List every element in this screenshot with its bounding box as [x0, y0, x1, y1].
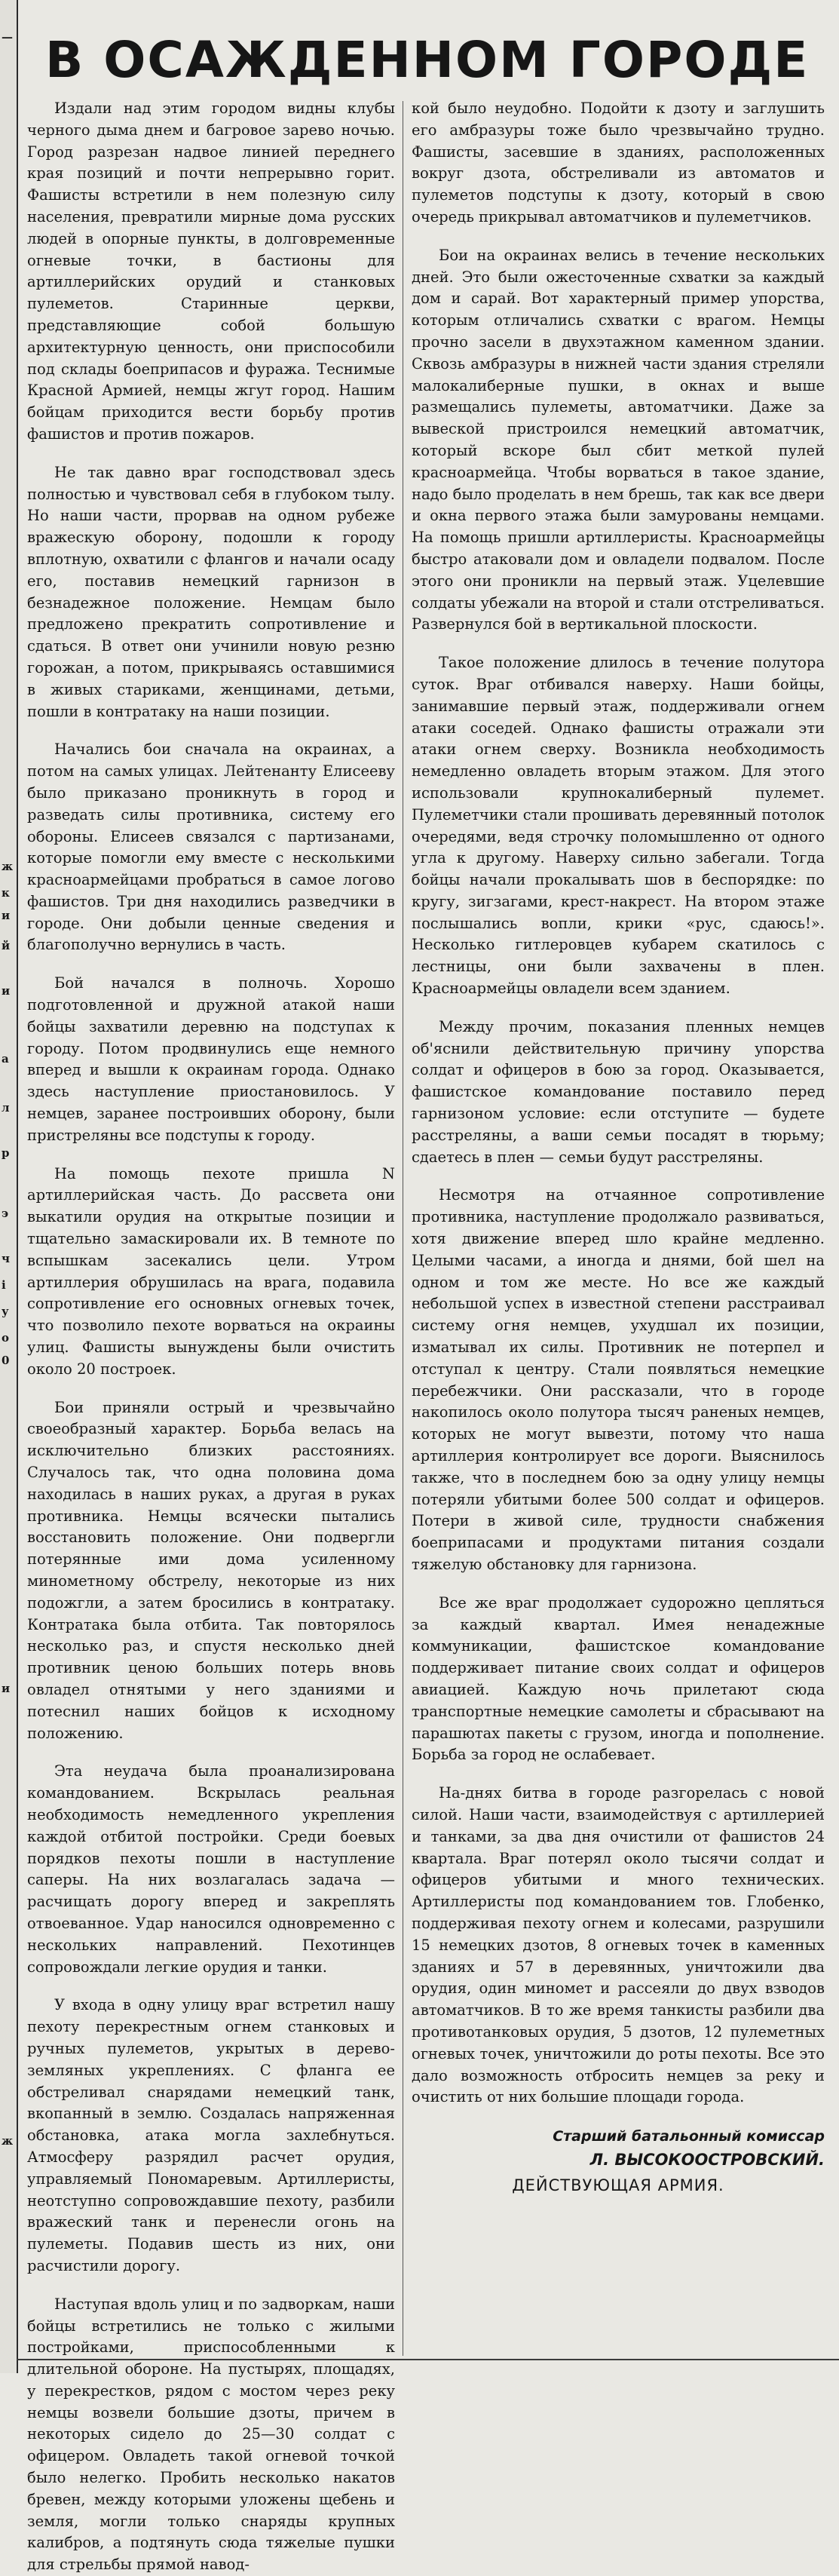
strip-fragment: і: [2, 1278, 6, 1292]
strip-fragment: и: [2, 984, 11, 998]
strip-fragment: л: [2, 1101, 10, 1115]
paragraph: Издали над этим городом видны клубы черного дыма днем и багровое зарево ночью. Город разрезан надвое линией переднего края позиций и почти непрерывно горит. Фашисты встретили в нем полезную силу населения, превратили мирные дома русских людей в опорные пункты, в долговременные огневые точки, в бастионы для артиллерийских орудий и станковых пулеметов. Старинные церкви, представляющие собой большую архитектурную ценность, они приспособили под склады боеприпасов и фуража. Теснимые Красной Армией, немцы жгут город. Нашим бойцам приходится вести борьбу против фашистов и против пожаров.: [27, 100, 395, 443]
bottom-rule: [17, 2359, 839, 2360]
left-margin-strip: [0, 0, 18, 2373]
strip-fragment: и: [2, 1682, 11, 1695]
strip-fragment: 0: [2, 1354, 10, 1367]
strip-fragment: о: [2, 1331, 10, 1345]
paragraph: Все же враг продолжает судорожно цепляться за каждый квартал. Имея ненадежные коммуникации, фашистское командование поддерживает питание своих солдат и офицеров авиацией. Каждую ночь прилетают сюда транспортные немецкие самолеты и сбрасывают на парашютах пакеты с грузом, иногда и пополнение. Борьба за город не ослабевает.: [412, 1593, 825, 1764]
strip-fragment: ж: [2, 2134, 14, 2148]
author-signature: [412, 2125, 825, 2199]
article-column-right: [412, 98, 825, 2360]
strip-fragment: ж: [2, 860, 14, 873]
article-column-left: [27, 98, 395, 2574]
paragraph: На помощь пехоте пришла N артиллерийская часть. До рассвета они выкатили орудия на открытые позиции и тщательно замаскировали их. В темноте по вспышкам засекались цели. Утром артиллерия обрушилась на врага, подавила сопротивление его основных огневых точек, что позволило пехоте ворваться на окраины улиц. Фашисты вынуждены были очистить около 20 построек.: [27, 1164, 395, 1378]
strip-fragment: у: [2, 1305, 9, 1318]
strip-fragment: —: [2, 30, 13, 44]
paragraph: Несмотря на отчаянное сопротивление противника, наступление продолжало развиваться, хотя движение вперед шло крайне медленно. Целыми часами, а иногда и днями, бой шел на одном и том же месте. Но все же каждый небольшой успех в известной степени расстраивал систему огня немцев, ухудшал их позиции, изматывал их силы. Противник не потерпел и отступал к центру. Стали появляться немецкие перебежчики. Они рассказали, что в городе накопилось около полутора тысяч раненых немцев, которых не могут вывезти, потому что наша артиллерия контролирует все дороги. Выяснилось также, что в последнем бою за одну улицу немцы потеряли убитыми более 500 солдат и офицеров. Потери в живой силе, трудности снабжения боеприпасами и продуктами питания создали тяжелую обстановку для гарнизона.: [412, 1186, 825, 1573]
author-rank: Старший батальонный комиссар: [553, 2128, 825, 2145]
paragraph: На-днях битва в городе разгорелась с новой силой. Наши части, взаимодействуя с артиллерией и танками, за два дня очистили от фашистов 24 квартала. Враг потерял около тысячи солдат и офицеров убитыми и много технических. Артиллеристы под командованием тов. Глобенко, поддерживая пехоту огнем и колесами, разрушили 15 немецких дзотов, 8 огневых точек в каменных зданиях и 57 в деревянных, уничтожили два орудия, один миномет и рассеяли до двух взводов автоматчиков. В то же время танкисты разбили два противотанковых орудия, 5 дзотов, 12 пулеметных огневых точек, уничтожили до роты пехоты. Все это дало возможность отбросить немцев за реку и очистить от них большие площади города.: [412, 1784, 825, 2106]
strip-fragment: и: [2, 909, 11, 922]
paragraph: кой было неудобно. Подойти к дзоту и заглушить его амбразуры тоже было чрезвычайно трудно. Фашисты, засевшие в зданиях, расположенных вокруг дзота, обстреливали из автоматов и пулеметов подступы к дзоту, который в свою очередь прикрывал автоматчиков и пулеметчиков.: [412, 100, 825, 225]
paragraph: Бой начался в полночь. Хорошо подготовленной и дружной атакой наши бойцы захватили деревню на подступах к городу. Потом продвинулись еще немного вперед и вышли к окраинам города. Однако здесь наступление приостановилось. У немцев, заранее построивших оборону, были пристреляны все подступы к городу.: [27, 974, 395, 1144]
paragraph: Такое положение длилось в течение полутора суток. Враг отбивался наверху. Наши бойцы, занимавшие первый этаж, поддерживали огнем атаки соседей. Однако фашисты отражали эти атаки огнем сверху. Возникла необходимость немедленно овладеть вторым этажом. Для этого использовали крупнокалиберный пулемет. Пулеметчики стали прошивать деревянный потолок очередями, ведя строчку поломышленно от одного угла к другому. Наверху сильно забегали. Тогда бойцы начали прокалывать шов в беспорядке: по кругу, зигзагами, крест-накрест. На втором этаже послышались вопли, крики «рус, сдаюсь!». Несколько гитлеровцев кубарем скатилось с лестницы, они были захвачены в плен. Красноармейцы овладели всем зданием.: [412, 654, 825, 998]
paragraph: Эта неудача была проанализирована командованием. Вскрылась реальная необходимость немедленного укрепления каждой отбитой постройки. Среди боевых порядков пехоты пошли в наступление саперы. На них возлагалась задача — расчищать дорогу вперед и закреплять отвоеванное. Удар наносился одновременно с нескольких направлений. Пехотинцев сопровождали легкие орудия и танки.: [27, 1762, 395, 1976]
strip-fragment: р: [2, 1146, 10, 1160]
paragraph: Не так давно враг господствовал здесь полностью и чувствовал себя в глубоком тылу. Но наши части, прорвав на одном рубеже вражескую оборону, подошли к городу вплотную, охватили с флангов и начали осаду его, поставив немецкий гарнизон в безнадежное положение. Немцам было предложено прекратить сопротивление и сдаться. В ответ они учинили новую резню горожан, а потом, прикрываясь оставшимися в живых стариками, женщинами, детьми, пошли в контратаку на наши позиции.: [27, 463, 395, 720]
strip-fragment: й: [2, 939, 11, 952]
strip-fragment: э: [2, 1207, 9, 1220]
dateline: ДЕЙСТВУЮЩАЯ АРМИЯ.: [512, 2176, 724, 2195]
paragraph: Наступая вдоль улиц и по задворкам, наши бойцы встретились не только с жилыми постройками, приспособленными к длительной обороне. На пустырях, площадях, у перекрестков, рядом с мостом через реку немцы возвели большие дзоты, причем в некоторых сидело до 25—30 солдат с офицером. Овладеть такой огневой точкой было нелегко. Пробить несколько накатов бревен, между которыми уложены щебень и земля, могли только снаряды крупных калибров, а подтянуть сюда тяжелые пушки для стрельбы прямой навод-: [27, 2295, 395, 2574]
article-headline: В ОСАЖДЕННОМ ГОРОДЕ: [45, 31, 810, 89]
paragraph: У входа в одну улицу враг встретил нашу пехоту перекрестным огнем станковых и ручных пулеметов, укрытых в дерево-земляных укреплениях. С фланга ее обстреливал снарядами немецкий танк, вкопанный в землю. Создалась напряженная обстановка, атака могла захлебнуться. Атмосферу разрядил расчет орудия, управляемый Пономаревым. Артиллеристы, неотступно сопровождавшие пехоту, разбили вражеский танк и перенесли огонь на пулеметы. Подавив шесть из них, они расчистили дорогу.: [27, 1996, 395, 2274]
paragraph: Начались бои сначала на окраинах, а потом на самых улицах. Лейтенанту Елисееву было приказано проникнуть в город и разведать силы противника, систему его обороны. Елисеев связался с партизанами, которые помогли ему вместе с несколькими красноармейцами пробраться в самое логово фашистов. Три дня находились разведчики в городе. Они добыли ценные сведения и благополучно вернулись в часть.: [27, 741, 395, 954]
author-name: Л. ВЫСОКООСТРОВСКИЙ.: [589, 2151, 825, 2170]
paragraph: Бои на окраинах велись в течение нескольких дней. Это были ожесточенные схватки за каждый дом и сарай. Вот характерный пример упорства, которым отличались схватки с врагом. Немцы прочно засели в двухэтажном каменном здании. Сквозь амбразуры в нижней части здания стреляли малокалиберные пушки, в окнах и выше размещались пулеметы, автоматчики. Даже за вывеской пристроился немецкий автоматчик, который вскоре был сбит меткой пулей красноармейца. Чтобы ворваться в такое здание, надо было проделать в нем брешь, так как все двери и окна первого этажа были замурованы немцами. На помощь пришли артиллеристы. Красноармейцы быстро атаковали дом и овладели подвалом. После этого они проникли на первый этаж. Уцелевшие солдаты убежали на второй и стали отстреливаться. Развернулся бой в вертикальной плоскости.: [412, 246, 825, 633]
strip-fragment: ч: [2, 1252, 10, 1265]
paragraph: Бои приняли острый и чрезвычайно своеобразный характер. Борьба велась на исключительно близких расстояниях. Случалось так, что одна половина дома находилась в наших руках, а другая в руках противника. Немцы всячески пытались восстановить положение. Они подвергли потерянные ими дома усиленному минометному обстрелу, некоторые из них подожгли, а затем бросились в контратаку. Контратака была отбита. Так повторялось несколько раз, и спустя несколько дней противник ценою больших потерь вновь овладел отнятыми у него зданиями и потеснил наших бойцов к исходному положению.: [27, 1398, 395, 1742]
paragraph: Между прочим, показания пленных немцев об'яснили действительную причину упорства солдат и офицеров в бою за город. Оказывается, фашистское командование поставило перед гарнизоном условие: если отступите — будете расстреляны, а ваши семьи посадят в тюрьму; сдаетесь в плен — семьи будут расстреляны.: [412, 1017, 825, 1166]
strip-fragment: к: [2, 886, 10, 900]
strip-fragment: а: [2, 1052, 9, 1066]
